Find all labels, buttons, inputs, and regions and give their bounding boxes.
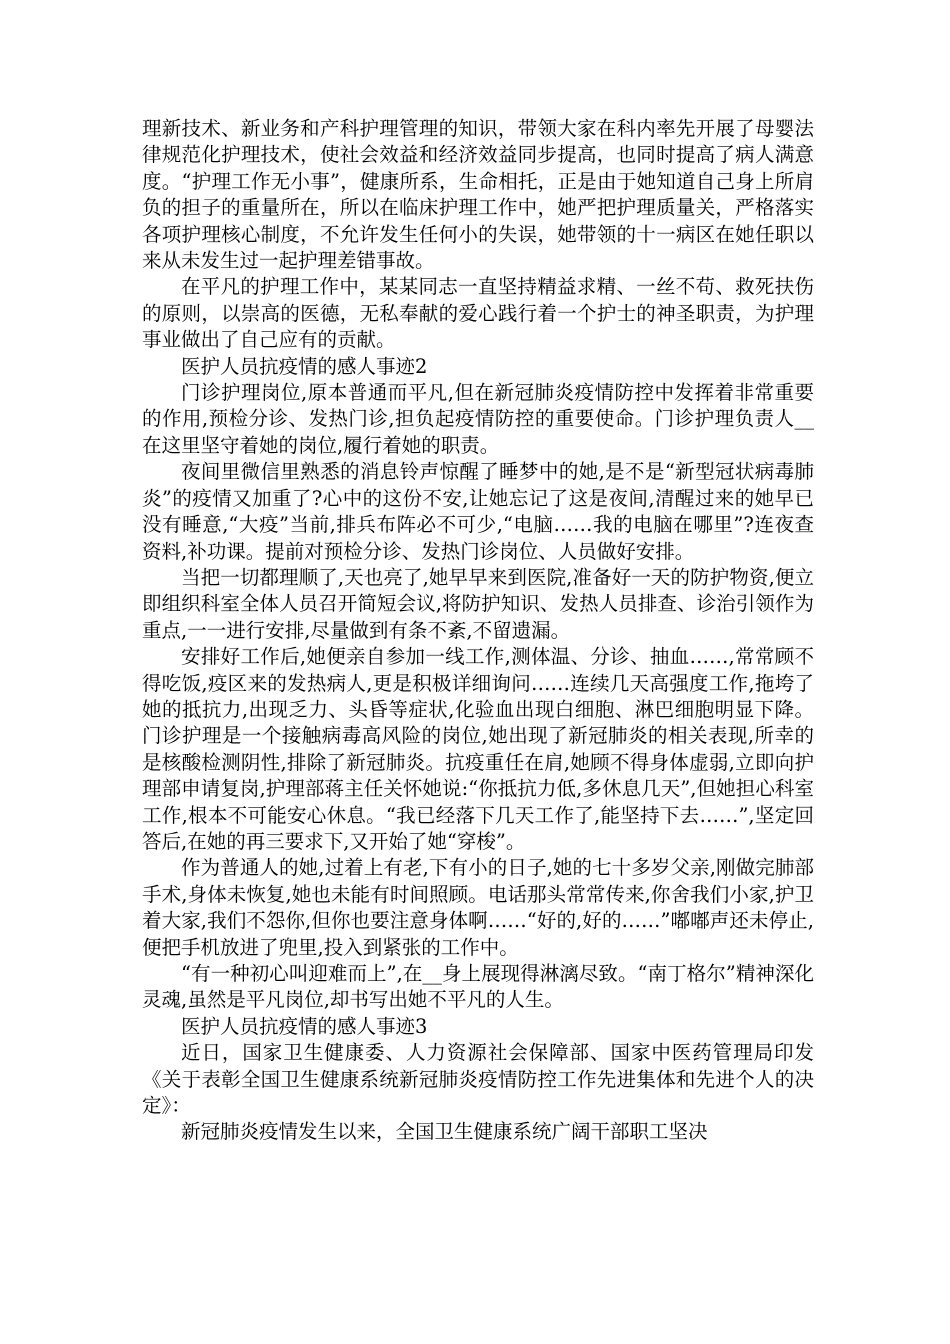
document-page: [142, 116, 814, 1146]
paragraph: 新冠肺炎疫情发生以来，全国卫生健康系统广阔干部职工坚决: [181, 1120, 708, 1144]
paragraph: 在平凡的护理工作中，某某同志一直坚持精益求精、一丝不苟、救死扶伤的原则，以崇高的医德，无私奉献的爱心践行着一个护士的神圣职责，为护理事业做出了自己应有的贡献。: [142, 275, 814, 352]
paragraph: 安排好工作后,她便亲自参加一线工作,测体温、分诊、抽血……,常常顾不得吃饭,疫区来的发热病人,更是积极详细询问……连续几天高强度工作,拖垮了她的抵抗力,出现乏力、头昏等症状,化验血出现白细胞、淋巴细胞明显下降。门诊护理是一个接触病毒高风险的岗位,她出现了新冠肺炎的相关表现,所幸的是核酸检测阴性,排除了新冠肺炎。抗疫重任在肩,她顾不得身体虚弱,立即向护理部申请复岗,护理部蒋主任关怀她说:“你抵抗力低,多休息几天”,但她担心科室工作,根本不可能安心休息。“我已经落下几天工作了,能坚持下去……”,坚定回答后,在她的再三要求下,又开始了她“穿梭”。: [142, 645, 814, 853]
paragraph: 近日，国家卫生健康委、人力资源社会保障部、国家中医药管理局印发《关于表彰全国卫生健康系统新冠肺炎疫情防控工作先进集体和先进个人的决定》：: [142, 1041, 814, 1118]
paragraph: 夜间里微信里熟悉的消息铃声惊醒了睡梦中的她,是不是“新型冠状病毒肺炎”的疫情又加重了?心中的这份不安,让她忘记了这是夜间,清醒过来的她早已没有睡意,“大疫”当前,排兵布阵必不可少,“电脑……我的电脑在哪里”?连夜查资料,补功课。提前对预检分诊、发热门诊岗位、人员做好安排。: [142, 460, 814, 563]
paragraph: 当把一切都理顺了,天也亮了,她早早来到医院,准备好一天的防护物资,便立即组织科室全体人员召开简短会议,将防护知识、发热人员排查、诊治引领作为重点,一一进行安排,尽量做到有条不紊,不留遗漏。: [142, 565, 814, 642]
paragraph: “有一种初心叫迎难而上”,在__身上展现得淋漓尽致。“南丁格尔”精神深化灵魂,虽然是平凡岗位,却书写出她不平凡的人生。: [142, 962, 814, 1012]
paragraph: 门诊护理岗位,原本普通而平凡,但在新冠肺炎疫情防控中发挥着非常重要的作用,预检分诊、发热门诊,担负起疫情防控的重要使命。门诊护理负责人__在这里坚守着她的岗位,履行着她的职责。: [142, 381, 814, 457]
section-heading-2: 医护人员抗疫情的感人事迹2: [181, 354, 428, 378]
paragraph-continued: 理新技术、新业务和产科护理管理的知识，带领大家在科内率先开展了母婴法律规范化护理技术，使社会效益和经济效益同步提高，也同时提高了病人满意度。“护理工作无小事”，健康所系，生命相托，正是由于她知道自己身上所肩负的担子的重量所在，所以在临床护理工作中，她严把护理质量关，严格落实各项护理核心制度，不允许发生任何小的失误，她带领的十一病区在她任职以来从未发生过一起护理差错事故。: [142, 117, 814, 273]
paragraph: 作为普通人的她,过着上有老,下有小的日子,她的七十多岁父亲,刚做完肺部手术,身体未恢复,她也未能有时间照顾。电话那头常常传来,你舍我们小家,护卫着大家,我们不怨你,但你也要注意身体啊……“好的,好的……”嘟嘟声还未停止,便把手机放进了兜里,投入到紧张的工作中。: [142, 856, 814, 959]
section-heading-3: 医护人员抗疫情的感人事迹3: [181, 1014, 428, 1038]
